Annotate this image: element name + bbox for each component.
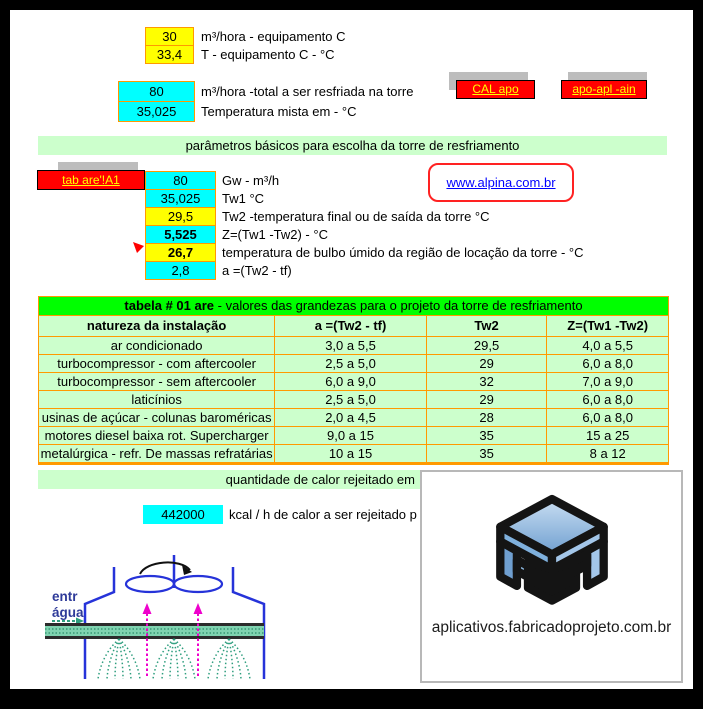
table-cell[interactable]: 8 a 12	[589, 446, 626, 461]
table-cell[interactable]: 6,0 a 9,0	[275, 373, 427, 390]
table-cell[interactable]: motores diesel baixa rot. Supercharger	[39, 427, 275, 444]
cell-equip-temp[interactable]: 33,4	[145, 45, 194, 64]
label-heat-value: kcal / h de calor a ser rejeitado p	[229, 507, 417, 522]
logo-site-text: aplicativos.fabricadoprojeto.com.br	[431, 619, 672, 636]
cell-tw1[interactable]: 35,025	[145, 189, 216, 208]
cal-apo-button[interactable]: CAL apo	[456, 80, 535, 99]
inlet-label-line1: entr	[52, 589, 78, 604]
water-pipe	[45, 624, 264, 638]
label-total-flow: m³/hora -total a ser resfriada na torre	[201, 84, 414, 99]
table-row	[39, 355, 668, 373]
table-header-row	[39, 316, 668, 337]
fan-blade-right	[174, 576, 222, 592]
table-cell[interactable]: ar condicionado	[39, 337, 275, 354]
label-tw1: Tw1 °C	[222, 191, 265, 206]
table-row	[39, 445, 668, 462]
fp-logo-icon	[491, 488, 613, 608]
table-cell[interactable]: 29,5	[427, 337, 548, 354]
table-title	[39, 297, 668, 316]
table-cell[interactable]: usinas de açúcar - colunas baroméricas	[39, 409, 275, 426]
table-cell[interactable]: 6,0 a 8,0	[582, 356, 633, 371]
label-bulb-temp: temperatura de bulbo úmido da região de locação da torre - °C	[222, 245, 584, 260]
water-spray	[153, 639, 195, 679]
cell-heat-value[interactable]: 442000	[143, 505, 223, 524]
table-cell[interactable]: 29	[427, 391, 548, 408]
table-row	[39, 391, 668, 409]
alpina-link-box	[428, 163, 574, 202]
label-equip-temp: T - equipamento C - °C	[201, 47, 335, 62]
label-gw: Gw - m³/h	[222, 173, 280, 188]
fan-blade-left	[126, 576, 174, 592]
label-mixed-temp: Temperatura mista em - °C	[201, 104, 357, 119]
col-header-z: Z=(Tw1 -Tw2)	[567, 318, 649, 333]
table-cell[interactable]: metalúrgica - refr. De massas refratárias	[39, 445, 275, 462]
table-cell[interactable]: 3,0 a 5,5	[275, 337, 427, 354]
table-cell[interactable]: 15 a 25	[586, 428, 630, 443]
table-row	[39, 427, 668, 445]
rotation-arrow	[140, 562, 190, 574]
cell-z[interactable]: 5,525	[145, 225, 216, 244]
table-row	[39, 337, 668, 355]
cell-a[interactable]: 2,8	[145, 261, 216, 280]
cell-gw[interactable]: 80	[145, 171, 216, 190]
airflow-arrows	[143, 603, 203, 676]
cell-equip-flow[interactable]: 30	[145, 27, 194, 46]
water-spray	[208, 639, 250, 679]
table-cell[interactable]: 32	[427, 373, 548, 390]
table-cell[interactable]: 35	[427, 427, 548, 444]
table-cell[interactable]: 9,0 a 15	[275, 427, 427, 444]
cell-total-flow[interactable]: 80	[118, 81, 195, 102]
table-cell[interactable]: 10 a 15	[275, 445, 427, 462]
apo-apl-button[interactable]: apo-apl -ain	[561, 80, 647, 99]
table-cell[interactable]: laticínios	[39, 391, 275, 408]
table-cell[interactable]: 2,5 a 5,0	[275, 391, 427, 408]
label-z: Z=(Tw1 -Tw2) - °C	[222, 227, 328, 242]
table-cell[interactable]: 35	[427, 445, 548, 462]
label-a: a =(Tw2 - tf)	[222, 263, 292, 278]
cell-bulb-temp[interactable]: 26,7	[145, 243, 216, 262]
table-cell[interactable]: turbocompressor - com aftercooler	[39, 355, 275, 372]
col-header-tw2: Tw2	[427, 316, 548, 336]
alpina-link[interactable]: www.alpina.com.br	[446, 175, 556, 190]
table-title-rest: - valores das grandezas para o projeto da torre de resfriamento	[214, 298, 583, 313]
label-equip-flow: m³/hora - equipamento C	[201, 29, 346, 44]
cell-tw2[interactable]: 29,5	[145, 207, 216, 226]
col-header-a: a =(Tw2 - tf)	[275, 316, 427, 336]
table-cell[interactable]: turbocompressor - sem aftercooler	[39, 373, 275, 390]
table-cell[interactable]: 29	[427, 355, 548, 372]
table-cell[interactable]: 2,5 a 5,0	[275, 355, 427, 372]
col-header-natureza: natureza da instalação	[39, 316, 275, 336]
heat-section-header: quantidade de calor rejeitado em	[38, 470, 420, 489]
table-title-bold: tabela # 01 are	[124, 298, 215, 313]
comment-indicator-icon	[133, 242, 144, 253]
water-spray	[98, 639, 140, 679]
table-cell[interactable]: 28	[427, 409, 548, 426]
table-row	[39, 409, 668, 427]
table-row	[39, 373, 668, 391]
tab-are-button[interactable]: tab are'!A1	[37, 170, 145, 190]
table-cell[interactable]: 6,0 a 8,0	[582, 392, 633, 407]
logo-box	[420, 470, 683, 683]
cooling-tower-diagram	[28, 550, 278, 690]
table-cell[interactable]: 2,0 a 4,5	[275, 409, 427, 426]
params-section-header: parâmetros básicos para escolha da torre de resfriamento	[38, 136, 667, 155]
inlet-label-line2: água	[52, 605, 84, 620]
label-tw2: Tw2 -temperatura final ou de saída da torre °C	[222, 209, 490, 224]
table-cell[interactable]: 6,0 a 8,0	[582, 410, 633, 425]
table-01-are	[38, 296, 669, 465]
cell-mixed-temp[interactable]: 35,025	[118, 101, 195, 122]
table-cell[interactable]: 4,0 a 5,5	[582, 338, 633, 353]
table-cell[interactable]: 7,0 a 9,0	[582, 374, 633, 389]
